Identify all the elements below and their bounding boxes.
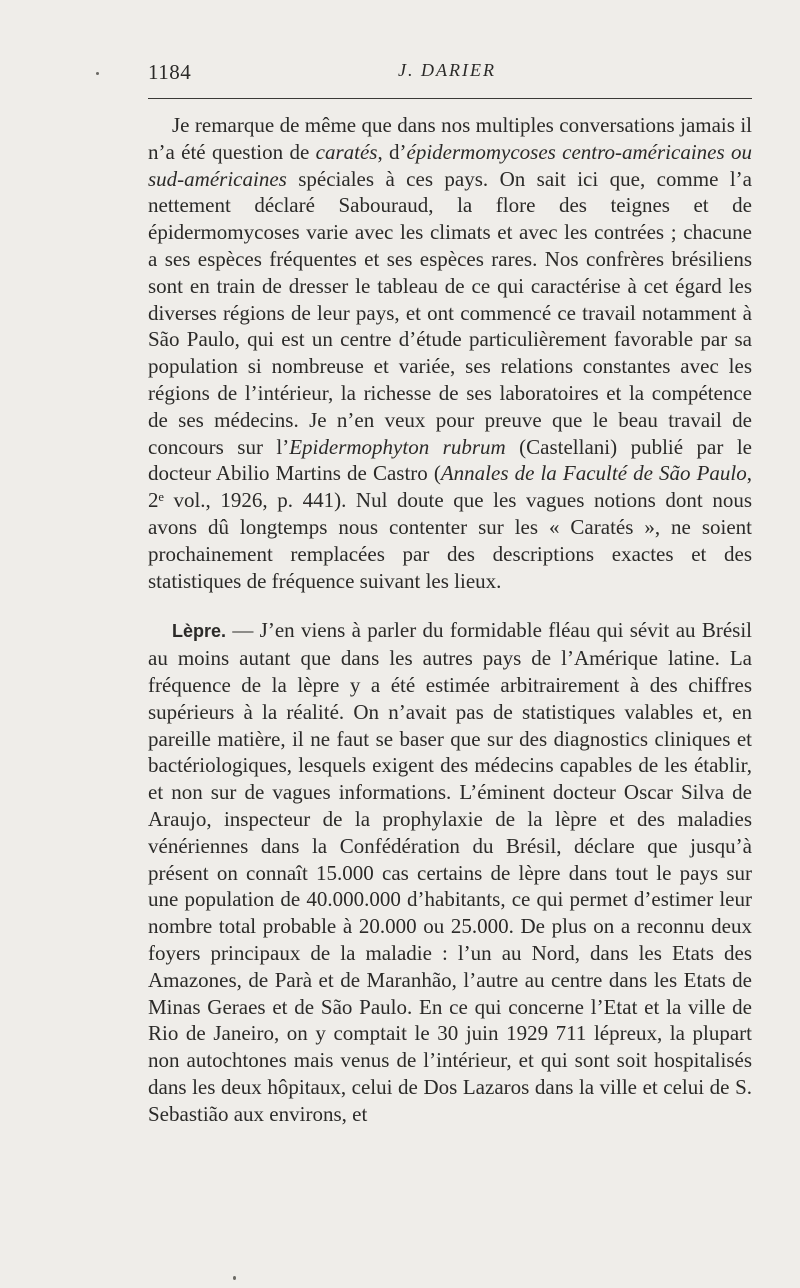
paper-speck [233,1276,236,1280]
page-body [148,112,752,1127]
page-number: 1184 [148,60,192,84]
italic-term: caratés [315,139,378,164]
header-rule [148,98,752,99]
page-header [148,58,752,90]
paragraph-lepre [148,617,752,1127]
text-run: — J’en viens à parler du formidable fléau qui sévit au Brésil au moins autant que dans les autres pays de l’Amérique latine. La fréquence de la lèpre y a été estimée arbitrairement à des chiffres supérieurs à la réalité. On n’avait pas de statistiques valables et, en pareille matière, il ne faut se baser que sur des diagnostics cliniques et bactériologiques, lesquels exigent des médecins capables de les établir, et non sur de vagues informations. L’éminent docteur Oscar Silva de Araujo, inspecteur de la prophylaxie de la lèpre et des maladies vénériennes dans la Confédération du Brésil, déclare que jusqu’à présent on connaît 15.000 cas certains de lèpre dans tout le pays sur une population de 40.000.000 d’habitants, ce qui permet d’estimer leur nombre total probable à 20.000 ou 25.000. De plus on a reconnu deux foyers principaux de la maladie : l’un au Nord, dans les Etats des Amazones, de Parà et de Maranhão, l’autre au centre dans les Etats de Minas Geraes et de São Paulo. En ce qui concerne l’Etat et la ville de Rio de Janeiro, on y comptait le 30 juin 1929 711 lépreux, la plupart non autochtones mais venus de l’intérieur, et qui sont soit hospitalisés dans les deux hôpitaux, celui de Dos Lazaros dans la ville et celui de S. Sebastião aux environs, et [148,618,752,1126]
text-run: (Castellani) publié par le docteur Abilio Martins de Castro ( [148,434,752,486]
italic-term: épidermomycoses centro-américaines ou sud-américaines [148,139,752,191]
text-run: Je remarque de même que dans nos multiples conversations jamais il n’a été question de [148,113,752,164]
text-run: , 2ᵉ vol., 1926, p. 441). Nul doute que les vagues notions dont nous avons dû longtemps nous contenter sur les « Caratés », ne soient prochainement remplacées par des descriptions exactes et des statistiques de fréquence suivant les lieux. [148,461,752,593]
book-page [148,58,752,1126]
text-run: spéciales à ces pays. On sait ici que, comme l’a nettement déclaré Sabouraud, la flore des teignes et de épidermomycoses varie avec les climats et avec les contrées ; chacune a ses espèces fréquentes et ses espèces rares. Nos confrères brésiliens sont en train de dresser le tableau de ce qui caractérise à cet égard les diverses régions de leur pays, et ont commencé ce travail notamment à São Paulo, qui est un centre d’étude particulièrement favorable par sa population si nombreuse et variée, ses relations constantes avec les régions de l’intérieur, la richesse de ses laboratoires et la compétence de ses médecins. Je n’en veux pour preuve que le beau travail de concours sur l’ [148,166,752,459]
section-lead: Lèpre. [172,621,227,642]
running-head: J. DARIER [398,60,496,80]
paragraph-dermatomycoses [148,112,752,594]
italic-species: Epidermophyton rubrum [289,434,506,459]
paper-speck [96,72,99,75]
italic-citation: Annales de la Faculté de São Paulo [440,461,747,486]
text-run: , d’ [377,139,407,164]
